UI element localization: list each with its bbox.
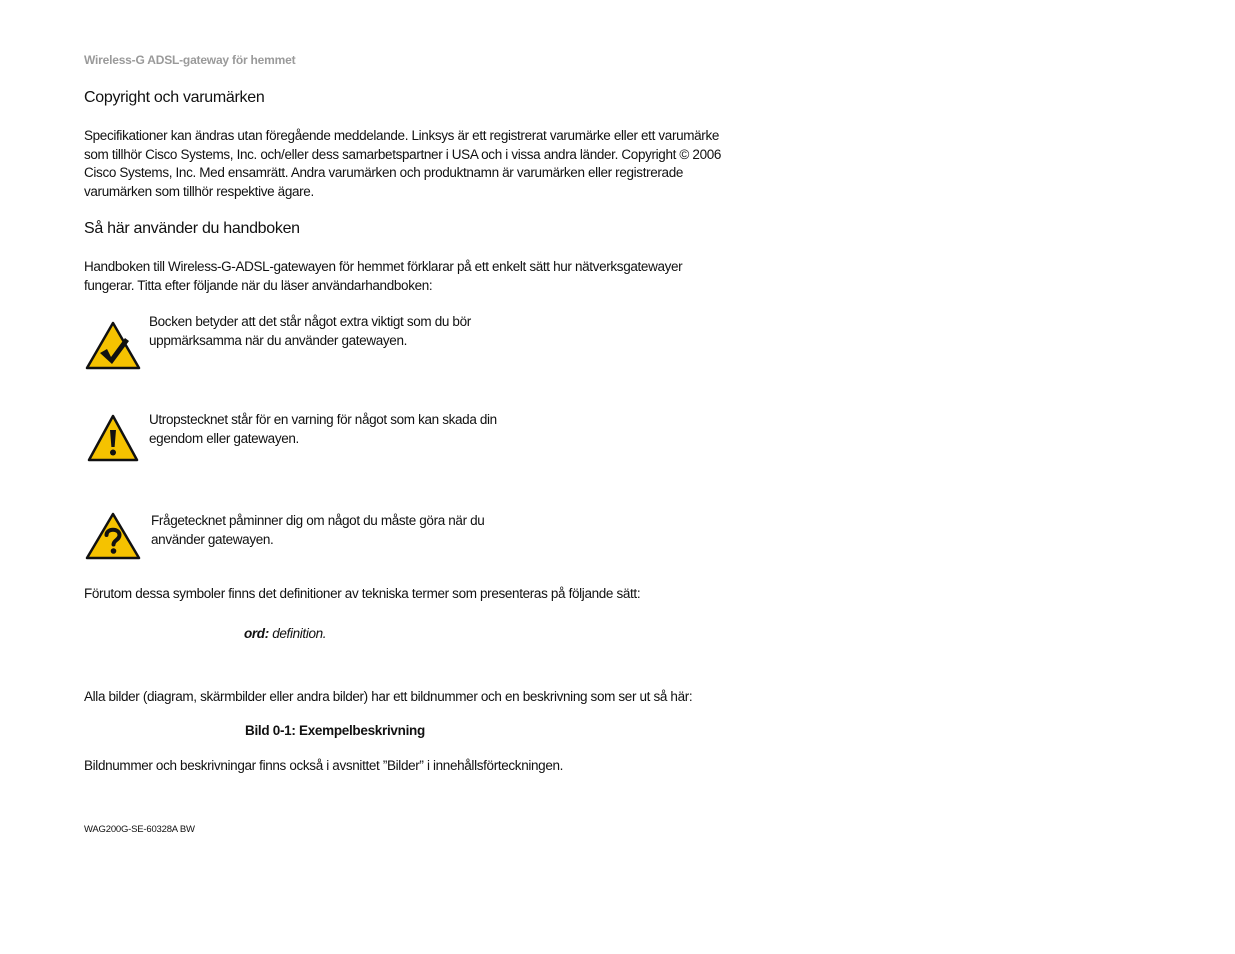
definition-example xyxy=(244,626,326,641)
usage-line: Handboken till Wireless-G-ADSL-gatewayen för hemmet förklarar på ett enkelt sätt hur nätverksgatewayer xyxy=(84,259,683,274)
checkmark-line: uppmärksamma när du använder gatewayen. xyxy=(149,332,408,348)
definition-term: ord: xyxy=(244,626,269,641)
exclamation-description xyxy=(149,411,549,448)
exclamation-line: egendom eller gatewayen. xyxy=(149,430,299,446)
definition-text: definition. xyxy=(268,626,327,641)
figures-intro: Alla bilder (diagram, skärmbilder eller andra bilder) har ett bildnummer och en beskrivning som ser ut så här: xyxy=(84,689,693,704)
copyright-paragraph xyxy=(84,127,784,201)
question-line: använder gatewayen. xyxy=(151,531,274,547)
usage-heading: Så här använder du handboken xyxy=(84,220,300,237)
exclamation-warning-icon xyxy=(86,413,144,463)
figures-note: Bildnummer och beskrivningar finns också i avsnittet ”Bilder” i innehållsförteckningen. xyxy=(84,758,564,773)
definitions-intro: Förutom dessa symboler finns det definitioner av tekniska termer som presenteras på följande sätt: xyxy=(84,586,641,601)
copyright-line: som tillhör Cisco Systems, Inc. och/eller dess samarbetspartner i USA och i vissa andra länder. Copyright © 2006 xyxy=(84,146,722,162)
copyright-heading: Copyright och varumärken xyxy=(84,89,265,106)
running-header: Wireless-G ADSL-gateway för hemmet xyxy=(84,53,296,67)
copyright-line: Specifikationer kan ändras utan föregående meddelande. Linksys är ett registrerat varumärke eller ett varumärke xyxy=(84,128,720,143)
exclamation-line: Utropstecknet står för en varning för något som kan skada din xyxy=(149,412,497,427)
question-line: Frågetecknet påminner dig om något du måste göra när du xyxy=(151,513,485,528)
figure-caption-example: Bild 0-1: Exempelbeskrivning xyxy=(245,723,425,738)
copyright-line: varumärken som tillhör respektive ägare. xyxy=(84,183,314,199)
checkmark-description xyxy=(149,313,549,350)
question-description xyxy=(151,512,551,549)
copyright-line: Cisco Systems, Inc. Med ensamrätt. Andra varumärken och produktnamn är varumärken eller registrerade xyxy=(84,165,684,180)
document-id: WAG200G-SE-60328A BW xyxy=(84,824,195,835)
checkmark-warning-icon xyxy=(84,320,142,370)
question-warning-icon xyxy=(84,511,142,561)
checkmark-line: Bocken betyder att det står något extra viktigt som du bör xyxy=(149,314,471,329)
usage-line: fungerar. Titta efter följande när du läser användarhandboken: xyxy=(84,277,433,293)
usage-paragraph xyxy=(84,258,784,295)
